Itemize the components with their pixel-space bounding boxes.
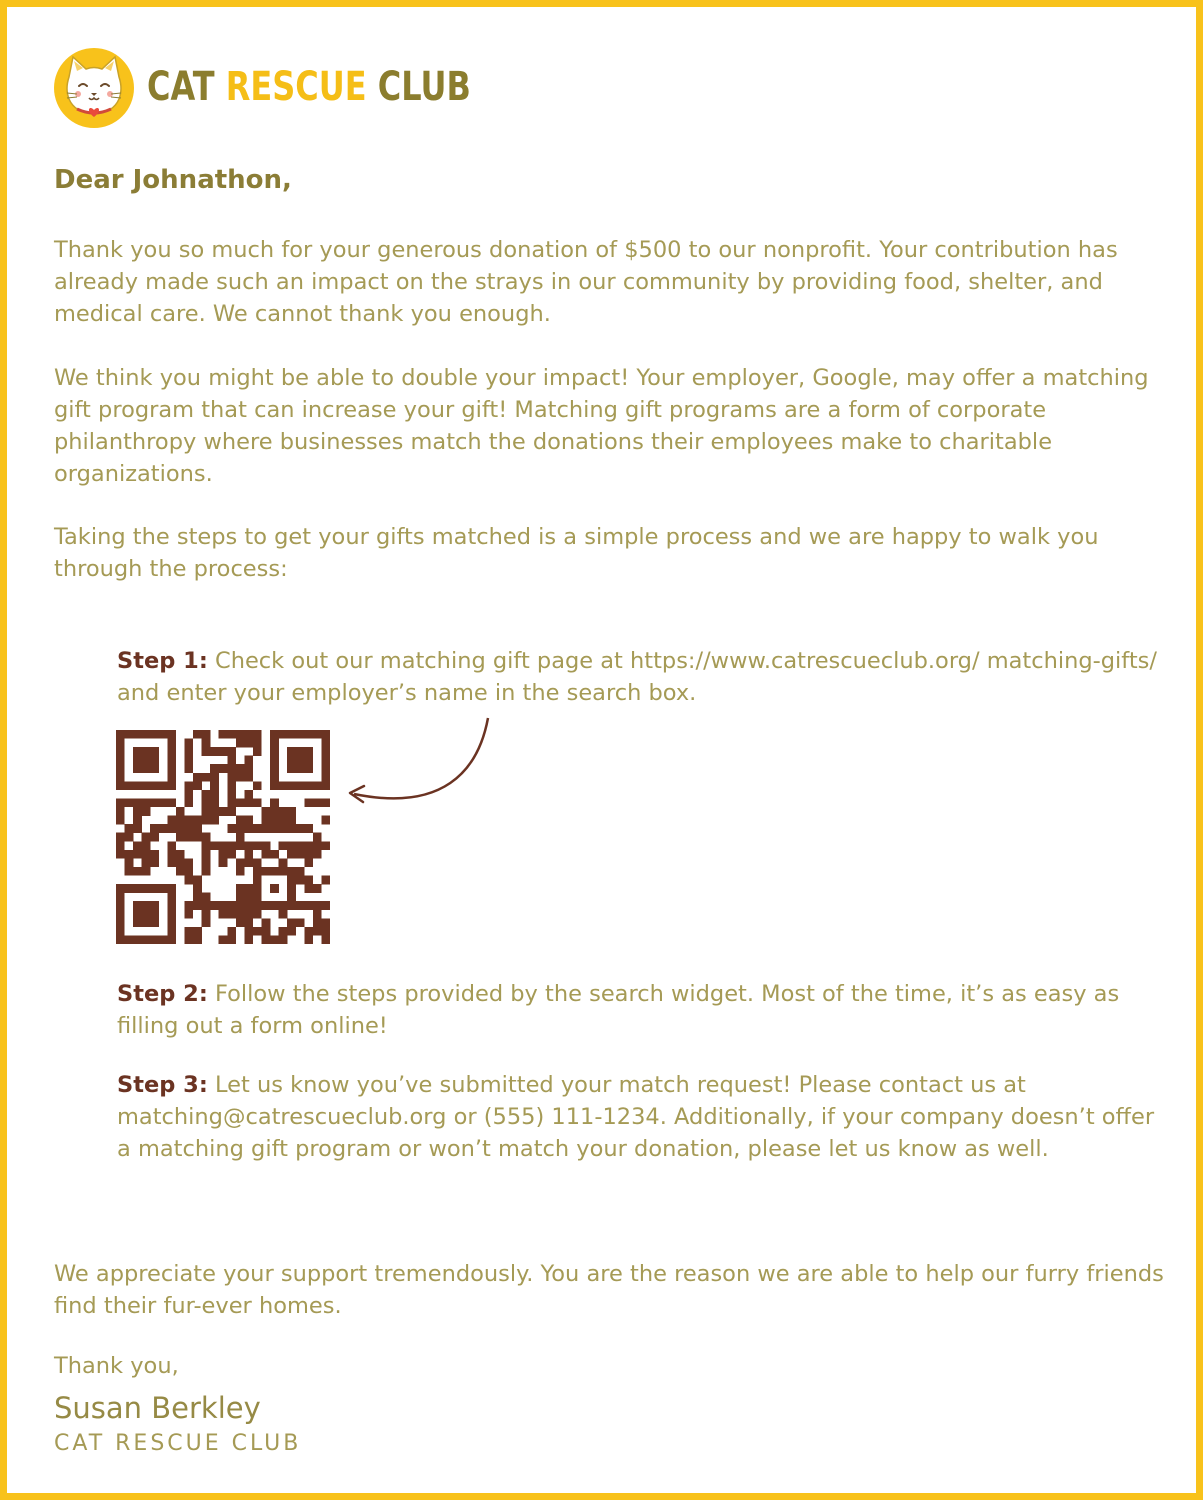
signer-name: Susan Berkley bbox=[54, 1391, 261, 1425]
step-3-label: Step 3: bbox=[117, 1072, 208, 1098]
arrow-icon bbox=[342, 712, 502, 812]
paragraph-steps-intro: Taking the steps to get your gifts matched is a simple process and we are happy to walk you through the process: bbox=[54, 524, 1099, 582]
step-2 bbox=[117, 978, 1167, 1042]
step-3 bbox=[117, 1069, 1167, 1165]
step-2-text: Follow the steps provided by the search widget. Most of the time, it’s as easy as filling out a form online! bbox=[117, 981, 1120, 1039]
paragraph-closing: We appreciate your support tremendously. You are the reason we are able to help our furry friends find their fur-ever homes. bbox=[54, 1261, 1164, 1319]
qr-code-icon bbox=[116, 730, 330, 944]
brand-name bbox=[147, 63, 471, 111]
step-3-text: Let us know you’ve submitted your match request! Please contact us at matching@catrescueclub.org or (555) 111-1234. Additionally, if your company doesn’t offer a matching gift program or won’t match your donation, please let us know as well. bbox=[117, 1072, 1155, 1162]
step-1 bbox=[117, 645, 1167, 709]
step-1-label: Step 1: bbox=[117, 648, 208, 674]
brand-name-part3: CLUB bbox=[377, 64, 471, 110]
cat-face-icon bbox=[53, 47, 135, 129]
brand-name-part1: CAT bbox=[147, 64, 215, 110]
greeting: Dear Johnathon, bbox=[54, 165, 292, 195]
signer-organization: CAT RESCUE CLUB bbox=[54, 1431, 302, 1456]
step-2-label: Step 2: bbox=[117, 981, 208, 1007]
step-1-text: Check out our matching gift page at https://www.catrescueclub.org/ matching-gifts/ and enter your employer’s name in the search box. bbox=[117, 648, 1157, 706]
paragraph-thanks: Thank you so much for your generous donation of $500 to our nonprofit. Your contribution has already made such an impact on the strays in our community by providing food, shelter, and medical care. We cannot thank you enough. bbox=[54, 237, 1118, 327]
brand-name-part2: RESCUE bbox=[225, 64, 367, 110]
paragraph-matching: We think you might be able to double your impact! Your employer, Google, may offer a matching gift program that can increase your gift! Matching gift programs are a form of corporate philanthropy where businesses match the donations their employees make to charitable organizations. bbox=[54, 365, 1149, 487]
signoff: Thank you, bbox=[54, 1353, 179, 1379]
brand-logo bbox=[53, 47, 471, 133]
